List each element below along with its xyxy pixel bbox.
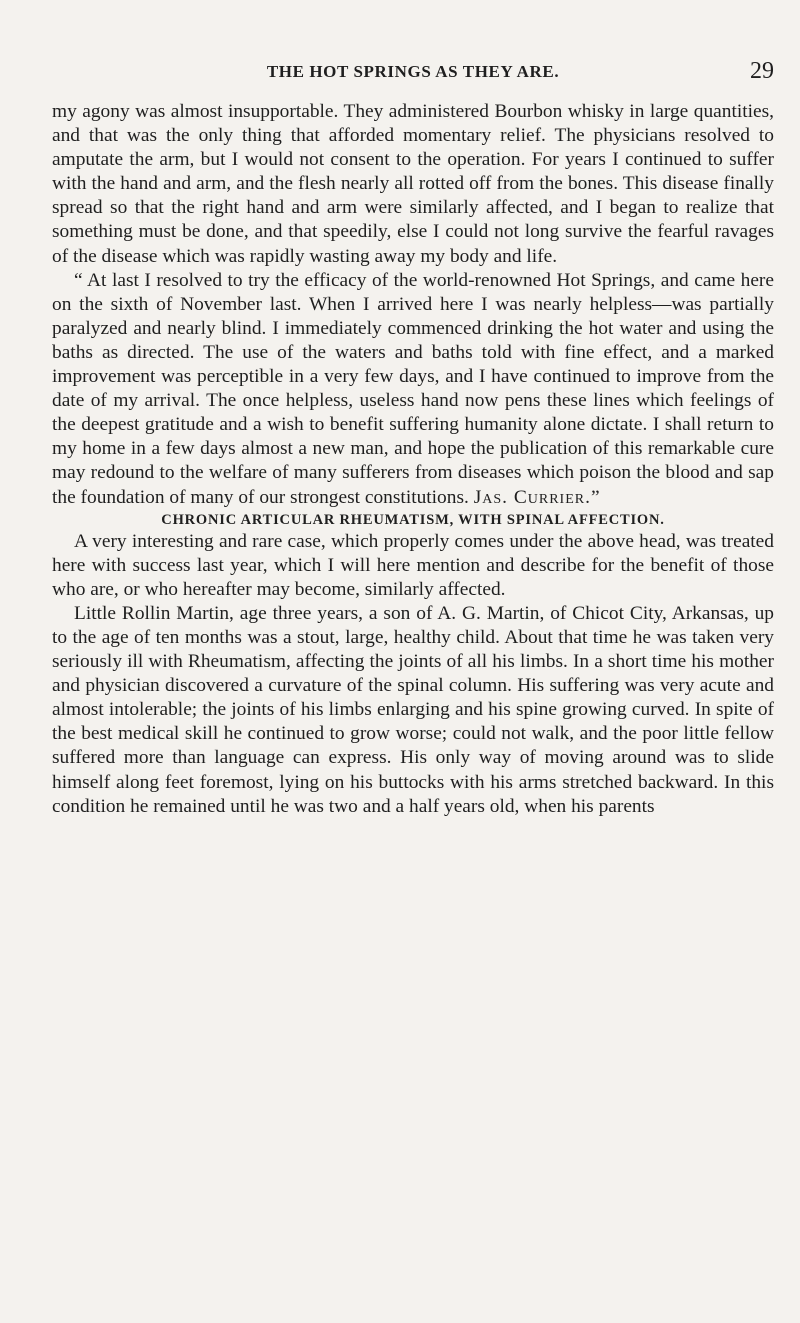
paragraph: my agony was almost insupportable. They administered Bourbon whisky in large quantities, and that was the only thing that afforded momentary relief. The physicians resolved to amputate the arm, but I would not consent to the operation. For years I continued to suffer with the hand and arm, and the flesh nearly all rotted off from the bones. This disease finally spread so that the right hand and arm were similarly affected, and I began to realize that something must be done, and that speedily, else I could not long survive the fearful ravages of the disease which was rapidly wasting away my body and life. [52,101,774,267]
body-text [52,100,774,819]
signature: Jas. Currier.” [473,486,601,508]
paragraph: A very interesting and rare case, which properly comes under the above head, was treated here with success last year, which I will here mention and describe for the benefit of those who are, or who hereafter may become, similarly affected. [52,530,774,600]
running-head [52,60,774,84]
section-heading: CHRONIC ARTICULAR RHEUMATISM, WITH SPINAL AFFECTION. [161,511,665,528]
paragraph [52,269,774,510]
paragraph: Little Rollin Martin, age three years, a son of A. G. Martin, of Chicot City, Arkansas, up to the age of ten months was a stout, large, healthy child. About that time he was taken very seriously ill with Rheumatism, affecting the joints of all his limbs. In a short time his mother and physician discovered a curvature of the spinal column. His suffering was very acute and almost intolerable; the joints of his limbs enlarging and his spine growing curved. In spite of the best medical skill he continued to grow worse; could not walk, and the poor little fellow suffered more than language can express. His only way of moving around was to slide himself along feet foremost, lying on his buttocks with his arms stretched backward. In this condition he remained until he was two and a half years old, when his parents [52,602,774,817]
running-title: THE HOT SPRINGS AS THEY ARE. [266,62,560,81]
paragraph-text: “ At last I resolved to try the efficacy of the world-renowned Hot Springs, and came here on the sixth of November last. When I arrived here I was nearly helpless—was partially paralyzed and nearly blind. I immediately commenced drinking the hot water and using the baths as directed. The use of the waters and baths told with fine effect, and a marked improvement was perceptible in a very few days, and I have continued to improve from the date of my arrival. The once helpless, useless hand now pens these lines which feelings of the deepest gratitude and a wish to benefit suffering humanity alone dictate. I shall return to my home in a few days almost a new man, and hope the publication of this remarkable cure may redound to the welfare of many sufferers from diseases which poison the blood and sap the foundation of many of our strongest constitutions. [52,269,774,508]
page-number: 29 [750,58,774,84]
